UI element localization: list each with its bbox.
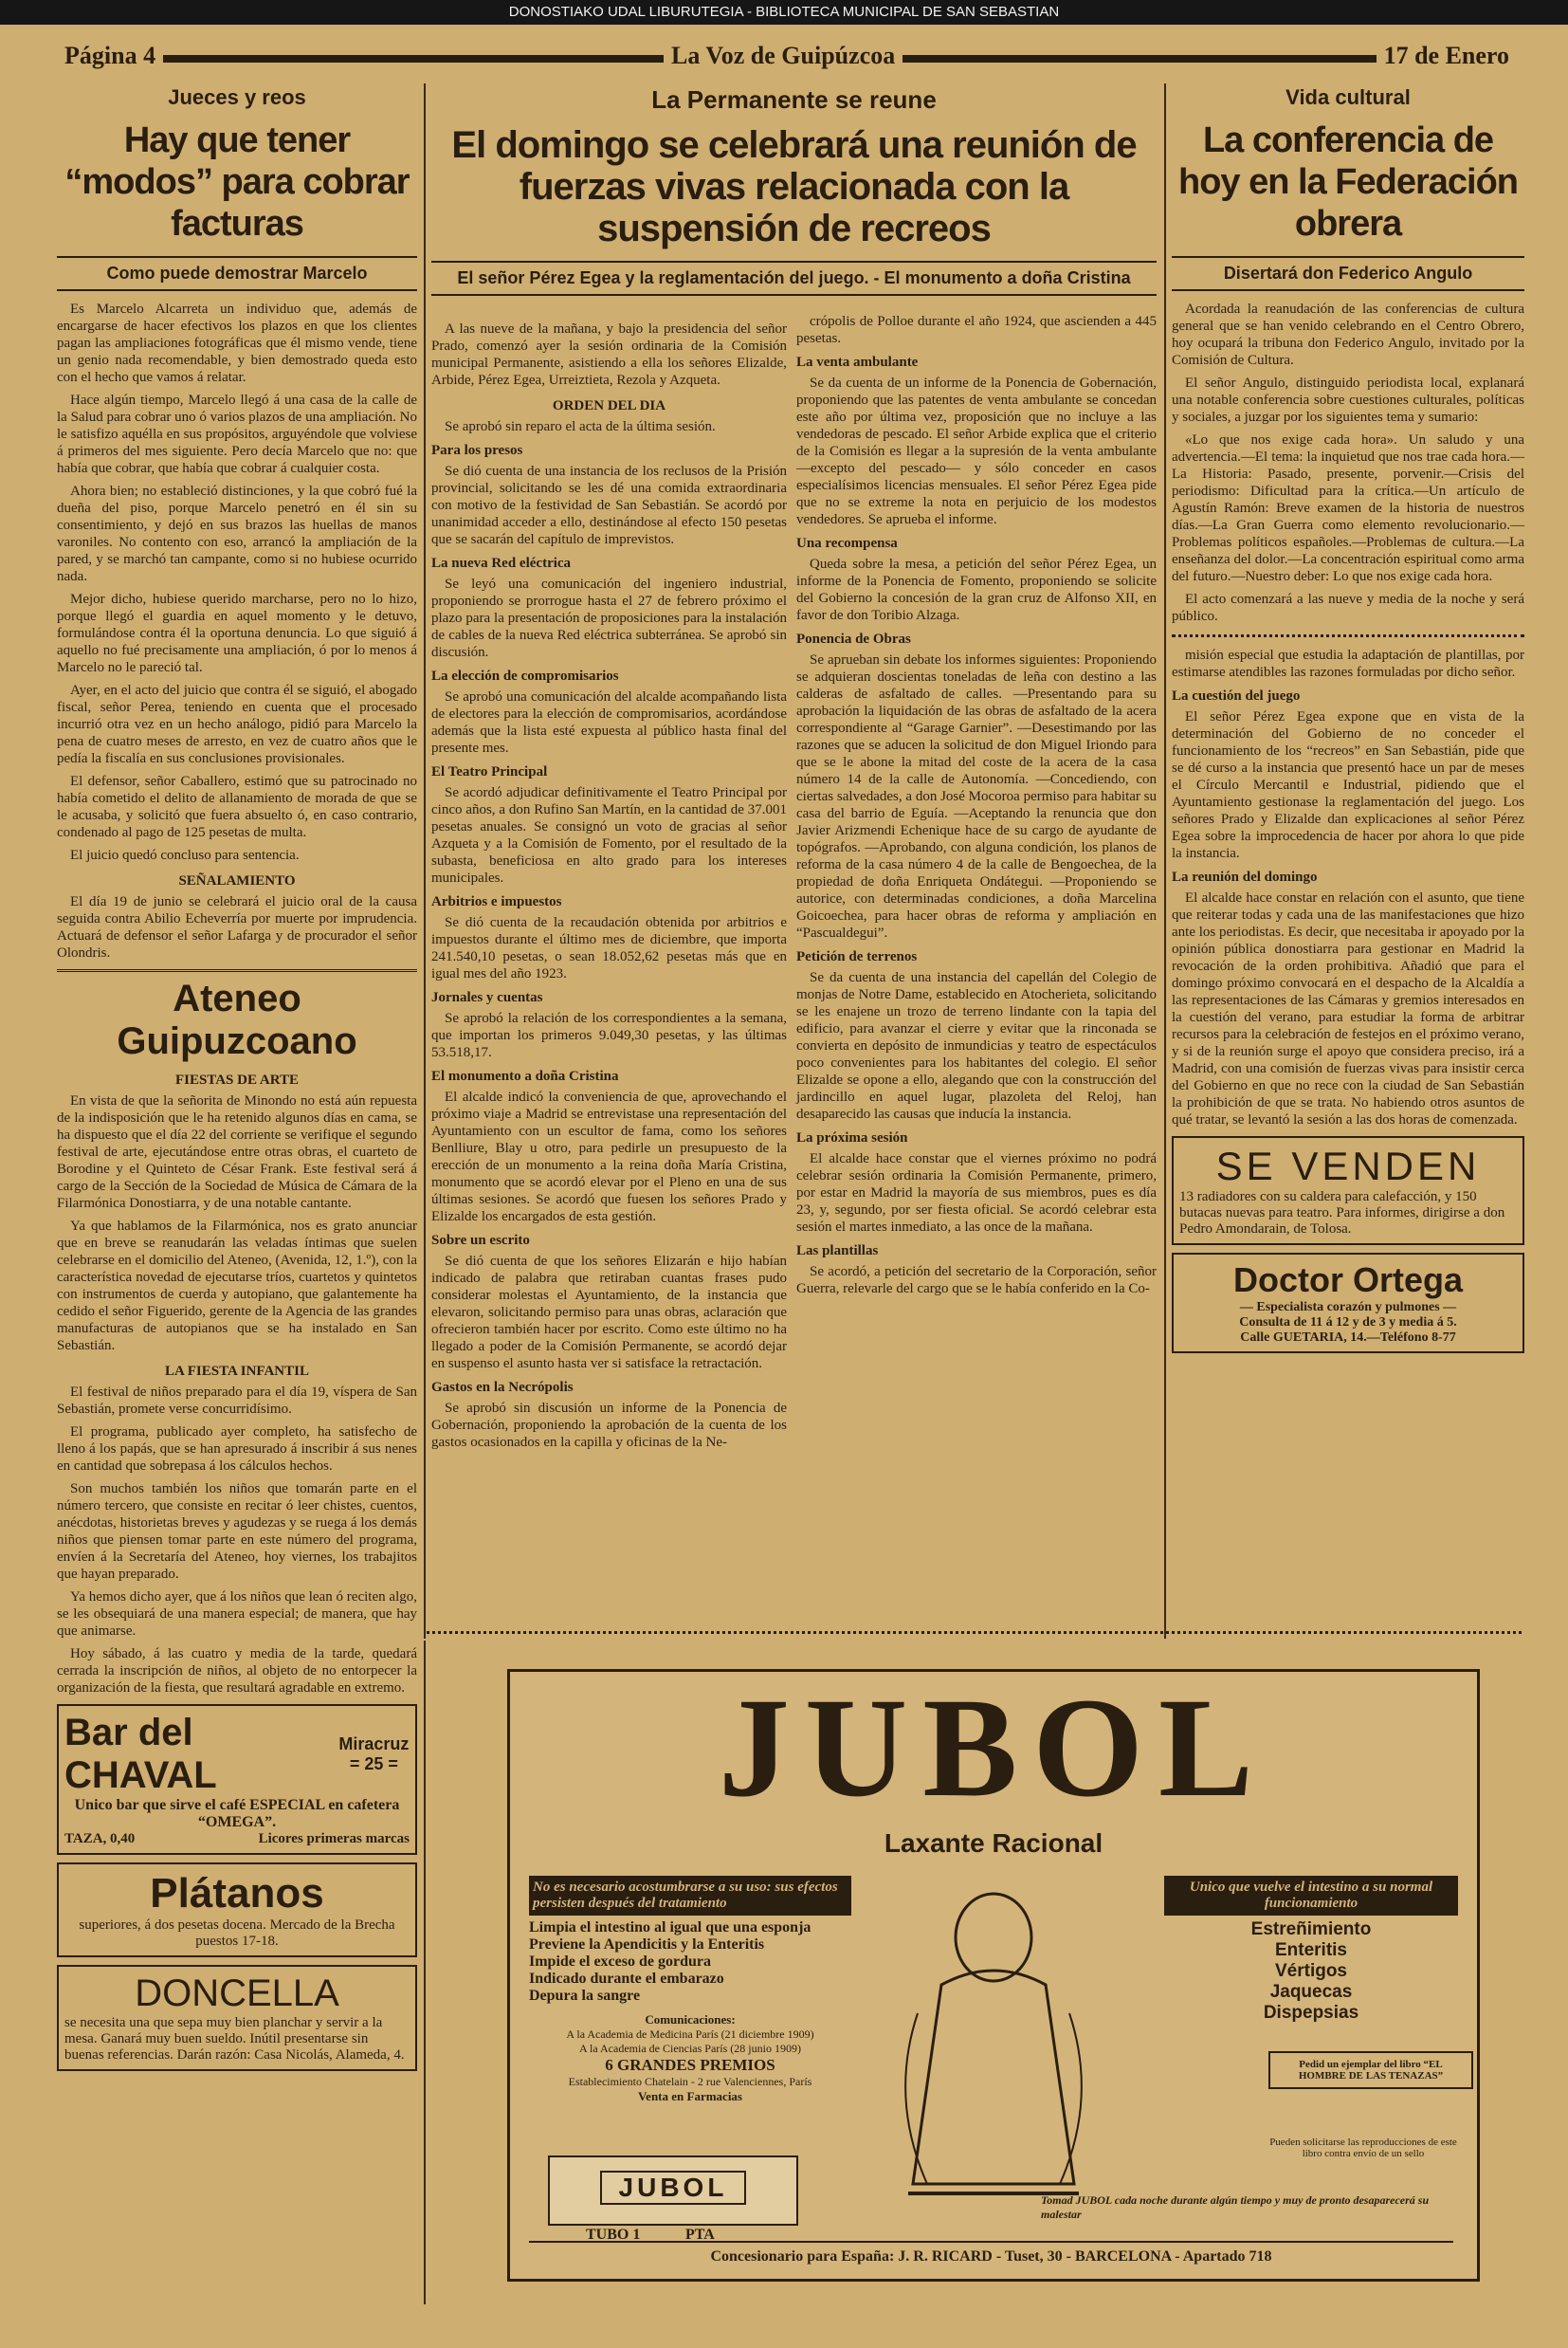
- column-divider: [424, 83, 426, 1639]
- paragraph: A las nueve de la mañana, y bajo la presidencia del señor Prado, comenzó ayer la sesión ordinaria de la Comisión municipal Permanente, asistiendo a ella los señores Elizalde, Arbide, Pérez Egea, Urreiztieta, Rezola y Azqueta.: [431, 321, 787, 388]
- paragraph: En vista de que la señorita de Minondo no está aún repuesta de la indisposición que le ha retenido algunos días en cama, se ha dispuesto que el día 22 del corriente se verifique el segundo festival de arte, ejecutándose entre otras obras, el cuarteto de Borodine y el Quinteto de César Frank. Este festival será á cargo de la Sección de la Sociedad de Música de Cámara de la Filarmónica Donostiarra, y de una notable cantante.: [57, 1093, 417, 1211]
- jubol-item: Estreñimiento: [1250, 1919, 1372, 1939]
- section-title: Jueces y reos: [168, 85, 306, 109]
- ad-address: Miracruz = 25 =: [338, 1734, 410, 1773]
- paragraph: Se aprobó una comunicación del alcalde acompañando lista de electores para la elección de compromisarios, acordándose además que la lista esté expuesta al público hasta final del presente mes.: [431, 689, 787, 756]
- jubol-book-note: Pueden solicitarse las reproducciones de este libro contra envío de un sello: [1269, 2137, 1457, 2159]
- ad-price: TAZA, 0,40: [64, 1831, 136, 1846]
- block-heading: Una recompensa: [796, 536, 898, 551]
- subheadline: El señor Pérez Egea y la reglamentación del juego. - El monumento a doña Cristina: [431, 261, 1157, 296]
- paragraph: El programa, publicado ayer completo, ha satisfecho de lleno á los papás, que se han apresurado á inscribir á sus nenes en cantidad que sobrepasa á los cálculos hechos.: [57, 1424, 417, 1474]
- paragraph: Ya hemos dicho ayer, que á los niños que lean ó reciten algo, se les obsequiará de una manera especial; de manera, que hay que animarse.: [57, 1589, 417, 1639]
- paragraph: Mejor dicho, hubiese querido marcharse, pero no lo hizo, porque llegó el guardia en aquel momento y le detuvo, formulándose contra él la oportuna denuncia. Lo que siguió á aquello no fué precisamente una ampliación, ó por lo menos á Marcelo no le pareció tal.: [57, 592, 417, 675]
- paragraph: Se da cuenta de una instancia del capellán del Colegio de monjas de Notre Dame, establecido en Atocherieta, solicitando se les enajene un trozo de terreno lindante con la tapia del edificio, para avanzar el cierre y evitar que la rinconada se convierta en depósito de inmundicias y teatro de espectáculos poco convenientes para los habitantes del colegio. El señor Elizalde se opone a ello, alegando que con la construcción del jardincillo en aquel lugar, plazoleta del Reloj, han desaparecido las causas que inducía la instancia.: [796, 970, 1157, 1122]
- paragraph: Son muchos también los niños que tomarán parte en el número tercero, que consiste en recitar ó leer chistes, cuentos, anécdotas, historietas breves y agudezas y se ruega á los demás niños que piensen tomar parte en este número del programa, envíen á la Secretaría del Ateneo, hoy viernes, los trabajitos que hayan preparado.: [57, 1481, 417, 1582]
- paragraph: Hoy sábado, á las cuatro y media de la tarde, quedará cerrada la inscripción de niños, al objeto de no entorpecer la organización de la fiesta, que resultará agradable en extremo.: [57, 1646, 417, 1696]
- ad-platanos: [57, 1862, 417, 1957]
- page-number: Página 4: [57, 42, 163, 70]
- paragraph: Se aprobó sin reparo el acta de la última sesión.: [445, 419, 716, 434]
- jubol-comunic: A la Academia de Medicina París (21 diciembre 1909): [566, 2027, 814, 2041]
- jubol-item: Vértigos: [1274, 1961, 1348, 1981]
- paragraph: El defensor, señor Caballero, estimó que su patrocinado no había cometido el delito de allanamiento de morada de que se le acusaba, y solicitó que fuera absuelto ó, en caso contrario, condenado al pago de 125 pesetas de multa.: [57, 774, 417, 840]
- subsection-title: SEÑALAMIENTO: [178, 873, 296, 889]
- ad-doctor-ortega: [1172, 1253, 1524, 1353]
- paragraph: Se dió cuenta de una instancia de los reclusos de la Prisión provincial, solicitando se les dé una comida extraordinaria con motivo de la festividad de San Sebastián. Se acordó por unanimidad acceder a ello, destinándose al efecto 150 pesetas que se sacarán del capítulo de imprevistos.: [431, 464, 787, 547]
- jubol-tomad: Tomad JUBOL cada noche durante algún tiempo y muy de pronto desaparecerá su malestar: [1041, 2193, 1430, 2221]
- paragraph: Ahora bien; no estableció distinciones, y la que cobró fué la dueña del piso, porque Marcelo penetró en él sin su consentimiento, y dejó en sus brazos las huellas de manos varoniles. No contento con eso, arrancó la ampliación de la pared, y se marchó tan campante, como si no hubiese ocurrido nada.: [57, 484, 417, 584]
- paragraph: El señor Angulo, distinguido periodista local, explanará una notable conferencia sobre cuestiones culturales, políticas y sociales, a juzgar por los siguientes tema y sumario:: [1172, 376, 1524, 425]
- headline: La conferencia de hoy en la Federación obrera: [1178, 120, 1518, 244]
- jubol-left-head: No es necesario acostumbrarse a su uso: sus efectos persisten después del tratamiento: [529, 1876, 851, 1916]
- block-heading: Gastos en la Necrópolis: [431, 1380, 574, 1395]
- jubol-concesionario: Concesionario para España: J. R. RICARD - Tuset, 30 - BARCELONA - Apartado 718: [529, 2241, 1453, 2265]
- paragraph: El señor Pérez Egea expone que en vista de la determinación del Gobierno de no conceder el funcionamiento de los “recreos” en San Sebastián, pide que se dé curso a la instancia que presentó hace un par de meses el Círculo Mercantil e Industrial, pidiendo que el Ayuntamiento gestionase la reglamentación del juego. Los señores Prado y Elizalde dan explicaciones al señor Pérez Egea sobre la improcedencia de hacer por ahora lo que pide la instancia.: [1172, 709, 1524, 861]
- paragraph: Queda sobre la mesa, a petición del señor Pérez Egea, un informe de la Ponencia de Fomento, proponiendo se solicite del Gobierno la concesión de la gran cruz de Alfonso XII, en favor de don Toribio Alzaga.: [796, 557, 1157, 623]
- paragraph: Ya que hablamos de la Filarmónica, nos es grato anunciar que en breve se reanudarán las veladas íntimas que suelen celebrarse en el domicilio del Ateneo, (Avenida, 12, 1.º), con la característica novedad de ejecutarse tríos, cuartetos y quintetos con instrumentos de cuerda y autopiano, que galantemente ha cedido el señor Figuerido, gerente de la Agencia de las grandes manufacturas de autopianos que se ha instalado en San Sebastián.: [57, 1219, 417, 1353]
- ad-title: DONCELLA: [135, 1972, 339, 2014]
- paragraph: Se acordó adjudicar definitivamente el Teatro Principal por cinco años, a don Rufino San Martín, en la cantidad de 37.001 pesetas anuales. Se consignó un voto de gracias al señor Azqueta y a la Comisión de Fomento, por el resultado de la subasta, beneficiosa en alto grado para los intereses municipales.: [431, 785, 787, 886]
- column-jueces: [57, 85, 417, 2079]
- jubol-box: [548, 2155, 798, 2226]
- subsection-title: LA FIESTA INFANTIL: [165, 1364, 309, 1379]
- column-divider: [424, 1641, 426, 2304]
- ad-text: Unico bar que sirve el café ESPECIAL en cafetera “OMEGA”.: [74, 1797, 400, 1830]
- ad-doncella: [57, 1965, 417, 2071]
- block-heading: Ponencia de Obras: [796, 632, 911, 647]
- paragraph: Se da cuenta de un informe de la Ponencia de Gobernación, proponiendo que las patentes de venta ambulante se concedan este año por última vez, proposición que no incluye a las vendedoras de pescado. El señor Arbide explica que el criterio de la Comisión es llegar a la supresión de la venta ambulante—excepto del pescado— y sólo conceder en casos especialísimos licencias mensuales. El señor Pérez Egea pide que no se extreme la nota en perjuicio de los modestos vendedores. Se aprueba el informe.: [796, 376, 1157, 527]
- block-heading: La cuestión del juego: [1172, 688, 1301, 704]
- headline: El domingo se celebrará una reunión de fuerzas vivas relacionada con la suspensión de recreos: [451, 124, 1137, 249]
- jubol-left-column: [529, 1876, 851, 2104]
- section-title: La Permanente se reune: [651, 85, 937, 114]
- jubol-venta: Venta en Farmacias: [637, 2089, 742, 2103]
- subheadline: Como puede demostrar Marcelo: [57, 256, 417, 291]
- column-vida-cultural: [1172, 85, 1524, 1361]
- jubol-item: Limpia el intestino al igual que una esponja: [529, 1919, 811, 1935]
- block-heading: La reunión del domingo: [1172, 870, 1318, 885]
- jubol-estab: Establecimiento Chatelain - 2 rue Valenciennes, París: [568, 2075, 812, 2088]
- ad-bar-chaval: [57, 1704, 417, 1855]
- block-heading: ORDEN DEL DIA: [552, 398, 666, 413]
- article-block: [431, 321, 787, 389]
- block-heading: El monumento a doña Cristina: [431, 1069, 619, 1084]
- paragraph: Se aprobó sin discusión un informe de la Ponencia de Gobernación, proponiendo la aprobación de la cuenta de los gastos ocasionados en la capilla y oficinas de la Ne-: [431, 1401, 787, 1450]
- jubol-comunic: A la Academia de Ciencias París (28 junio 1909): [579, 2042, 801, 2055]
- ad-text: Consulta de 11 á 12 y de 3 y media á 5.: [1239, 1315, 1457, 1330]
- jubol-book-box: Pedid un ejemplar del libro “EL HOMBRE DE LAS TENAZAS”: [1268, 2051, 1473, 2089]
- ad-text: superiores, á dos pesetas docena. Mercado de la Brecha puestos 17-18.: [79, 1917, 395, 1949]
- paragraph: misión especial que estudia la adaptación de plantillas, por estimarse atendibles las razones formuladas por dicho señor.: [1172, 648, 1524, 680]
- jubol-item: Previene la Apendicitis y la Enteritis: [529, 1936, 765, 1953]
- jubol-pta: PTA: [685, 2227, 715, 2243]
- ornamental-divider: [427, 1631, 1522, 1645]
- paragraph: crópolis de Polloe durante el año 1924, que ascienden a 445 pesetas.: [796, 314, 1157, 346]
- jubol-box-label: JUBOL: [600, 2171, 746, 2205]
- ad-text: Licores primeras marcas: [258, 1831, 410, 1846]
- paragraph: «Lo que nos exige cada hora». Un saludo y una advertencia.—El tema: la inquietud que nos trae cada hora.—La Historia: Pasado, presente, porvenir.—Crisis del periodismo: Dificultad para la crítica.—Un artículo de Agustín Ramón: Breve examen de la historia de nuestros días.—La Gran Guerra como elemento revolucionario.—Problemas políticos españoles.—Problemas de cultura.—La enseñanza del dolor.—La concentración espiritual como arma del futuro.—Nuestro deber: Lo que nos exige cada hora.: [1172, 432, 1524, 584]
- jubol-item: Dispepsias: [1263, 2003, 1359, 2023]
- block-heading: La elección de compromisarios: [431, 669, 619, 684]
- woman-illustration: [851, 1871, 1136, 2222]
- paragraph: Se aprobó la relación de los correspondientes a la semana, que importan los primeros 9.049,30 pesetas, y las últimas 53.518,17.: [431, 1011, 787, 1060]
- ad-title: SE VENDEN: [1215, 1144, 1481, 1188]
- subsection-title: FIESTAS DE ARTE: [174, 1073, 300, 1088]
- paragraph: Se acordó, a petición del secretario de la Corporación, señor Guerra, relevarle del cargo que se le había conferido en la Co-: [796, 1264, 1157, 1296]
- newspaper-title: La Voz de Guipúzcoa: [664, 42, 903, 70]
- ad-text: se necesita una que sepa muy bien planchar y servir a la mesa. Ganará muy buen sueldo. Inútil presentarse sin buenas referencias. Darán razón: Casa Nicolás, Alameda, 4.: [64, 2015, 405, 2063]
- block-heading: La venta ambulante: [796, 355, 919, 370]
- ad-title: Plátanos: [150, 1870, 324, 1917]
- ad-jubol: [507, 1669, 1480, 2282]
- paragraph: El día 19 de junio se celebrará el juicio oral de la causa seguida contra Abilio Echeverría por muerte por imprudencia. Actuará de defensor el señor Lafarga y de procurador el señor Olondris.: [57, 894, 417, 961]
- column-permanente-left: [431, 313, 787, 1457]
- paragraph: Se dió cuenta de que los señores Elizarán e hijo habían indicado de palabra que retiraban cuantas frases pudo considerar molestas el Ayuntamiento, de la instancia que elevaron, solicitando permiso para unas obras, aclaración que ofrecieron también hacer por escrito. Como este último no ha llegado a poder de la Comisión Permanente, se acordó dejar en suspenso el asunto hasta ver si satisface la retractación.: [431, 1254, 787, 1371]
- section-title: Vida cultural: [1285, 85, 1411, 109]
- jubol-tubo: TUBO 1: [586, 2227, 641, 2243]
- block-heading: Las plantillas: [796, 1243, 879, 1258]
- jubol-item: Depura la sangre: [529, 1988, 641, 2004]
- paragraph: El alcalde hace constar que el viernes próximo no podrá celebrar sesión ordinaria la Comisión Permanente, primero, por estar en Madrid la mayoría de sus miembros, pues es día 23, y, segundo, por ser fiesta oficial. Se acordó celebrar esta sesión el martes inmediato, a las once de la mañana.: [796, 1151, 1157, 1235]
- jubol-item: Jaquecas: [1269, 1982, 1353, 2002]
- divider: [1172, 634, 1524, 637]
- subheadline: Disertará don Federico Angulo: [1172, 256, 1524, 291]
- block-heading: Petición de terrenos: [796, 949, 918, 964]
- ad-se-venden: [1172, 1136, 1524, 1245]
- masthead: [57, 42, 1517, 74]
- jubol-premios: 6 GRANDES PREMIOS: [605, 2056, 775, 2074]
- ad-text: 13 radiadores con su caldera para calefacción, y 150 butacas nuevas para teatro. Para informes, dirigirse a don Pedro Amondarain, de Tolosa.: [1179, 1189, 1505, 1237]
- paragraph: Se dió cuenta de la recaudación obtenida por arbitrios e impuestos durante el último mes de diciembre, que importa 241.540,10 pesetas, o sean 18.052,62 pesetas más que en igual mes del año 1923.: [431, 915, 787, 981]
- block-heading: Arbitrios e impuestos: [431, 894, 562, 909]
- jubol-comunic: Comunicaciones:: [645, 2012, 736, 2027]
- paragraph: Ayer, en el acto del juicio que contra él se siguió, el abogado fiscal, señor Perea, teniendo en cuenta que el procesado incurrió otra vez en un hecho análogo, pidió para Marcelo la pena de cuatro meses de arresto, en vez de cuatro años que le pedía la fiscalía en sus conclusiones provisionales.: [57, 683, 417, 766]
- paragraph: Se leyó una comunicación del ingeniero industrial, proponiendo se prorrogue hasta el 27 de febrero próximo el plazo para la presentación de proposiciones para la instalación de cables de la nueva Red eléctrica subterránea. Se aprobó sin discusión.: [431, 577, 787, 660]
- block-heading: Jornales y cuentas: [431, 990, 543, 1005]
- ad-text: — Especialista corazón y pulmones —: [1239, 1300, 1457, 1314]
- headline: Hay que tener “modos” para cobrar facturas: [64, 120, 410, 244]
- ad-text: Calle GUETARIA, 14.—Teléfono 8-77: [1240, 1330, 1456, 1345]
- paragraph: Se aprueban sin debate los informes siguientes: Proponiendo se adquieran doscientas toneladas de leña con destino a las calderas de asfaltado de calles. —Presentando para su aprobación la liquidación de las obras de asfaltado de la acera correspondiente al “Garage Garnier”. —Desestimando por las razones que se aducen la solicitud de don Miguel Iriondo para que se le abone la mitad del coste de la acera de la casa número 14 de la calle de Autonomía. —Concediendo, con ciertas salvedades, a don José Mocoroa permiso para habitar su casa del barrio de Eguía. —Aceptando la renuncia que don Javier Arizmendi Echenique hace de su cargo de ayudante de topógrafos. —Aprobando, con alguna condición, los planos de reforma de la casa número 4 de la calle de Bengoechea, de la propiedad de doña Enriqueta Ondátegui. —Proponiendo se autorice, con determinadas condiciones, a doña Marcelina Goicoechea, para hacer obras de reforma y ampliación en “Pascualdegui”.: [796, 652, 1157, 941]
- jubol-right-head: Unico que vuelve el intestino a su normal funcionamiento: [1164, 1876, 1458, 1916]
- issue-date: 17 de Enero: [1377, 42, 1517, 70]
- jubol-item: Enteritis: [1274, 1940, 1348, 1960]
- paragraph: El juicio quedó concluso para sentencia.: [70, 848, 300, 863]
- ateneo-title: Ateneo Guipuzcoano: [57, 969, 417, 1063]
- column-divider: [1164, 83, 1166, 1639]
- ad-title: JUBOL: [718, 1669, 1269, 1826]
- ad-subtitle: Laxante Racional: [884, 1828, 1103, 1858]
- block-heading: El Teatro Principal: [431, 764, 548, 780]
- paragraph: El alcalde hace constar en relación con el asunto, que tiene que reiterar todas y cada una de las manifestaciones que hizo ante los periodistas. Es decir, que necesitaba ir apoyado por la opinión pública donostiarra para gestionar en Madrid la revocación de la orden prohibitiva. Añadió que para el domingo próximo convocará en el despacho de la Alcaldía a las representaciones de las Cámaras y gremios interesados en la cuestión del verano, para estudiar la forma de arbitrar recursos para la celebración de festejos en el próximo verano, y si de la reunión surge el apoyo que considera preciso, irá a Madrid, con una comisión de fuerzas vivas para insistir cerca del Gobierno en que no rece con la ciudad de San Sebastián la prohibición de que se trata. No habiendo otros asuntos de qué tratar, se levantó la sesión a las dos horas de comenzada.: [1172, 890, 1524, 1128]
- block-heading: La nueva Red eléctrica: [431, 556, 572, 571]
- column-permanente-header: [431, 85, 1157, 305]
- block-heading: La próxima sesión: [796, 1130, 908, 1146]
- column-permanente-right: [796, 313, 1157, 1303]
- jubol-item: Indicado durante el embarazo: [529, 1971, 724, 1987]
- block-heading: Sobre un escrito: [431, 1233, 530, 1248]
- block-heading: Para los presos: [431, 443, 523, 458]
- jubol-item: Impide el exceso de gordura: [529, 1954, 711, 1970]
- paragraph: Hace algún tiempo, Marcelo llegó á una casa de la calle de la Salud para cobrar uno ó varios plazos de una ampliación. No le satisfizo aquélla en sus propósitos, arguyéndole que volviese á primeros del mes siguiente. Pero decía Marcelo que no: que había que cobrar, que había que cobrar á cualquier costa.: [57, 393, 417, 476]
- paragraph: Acordada la reanudación de las conferencias de cultura general que se han venido celebrando en el Centro Obrero, hoy ocupará la tribuna don Federico Angulo, invitado por la Comisión de Cultura.: [1172, 302, 1524, 368]
- ad-title: Doctor Ortega: [1232, 1260, 1464, 1299]
- paragraph: El alcalde indicó la conveniencia de que, aprovechando el próximo viaje a Madrid se entrevistase una representación del Ayuntamiento con un escultor de fama, como los señores Benlliure, Blay u otro, para pedirle un presupuesto de la erección de un monumento a la reina doña María Cristina, monumento que se acordó elevar por el Pleno en una de sus últimas sesiones. Se acordó que fuesen los señores Prado y Elizalde los encargados de esta gestión.: [431, 1090, 787, 1224]
- paragraph: El acto comenzará a las nueve y media de la noche y será público.: [1172, 592, 1524, 624]
- ad-title: Bar del CHAVAL: [64, 1712, 217, 1796]
- archive-caption: DONOSTIAKO UDAL LIBURUTEGIA - BIBLIOTECA MUNICIPAL DE SAN SEBASTIAN: [0, 0, 1568, 25]
- jubol-right-column: [1164, 1876, 1458, 2024]
- paragraph: El festival de niños preparado para el día 19, víspera de San Sebastián, promete verse concurridísimo.: [57, 1385, 417, 1417]
- paragraph: Es Marcelo Alcarreta un individuo que, además de encargarse de hacer efectivos los plazos en que los clientes pagan las ampliaciones fotográficas que él mismo vende, tiene un genio nada recomendable, y bien demostrado queda esto con el hecho que vamos á relatar.: [57, 302, 417, 385]
